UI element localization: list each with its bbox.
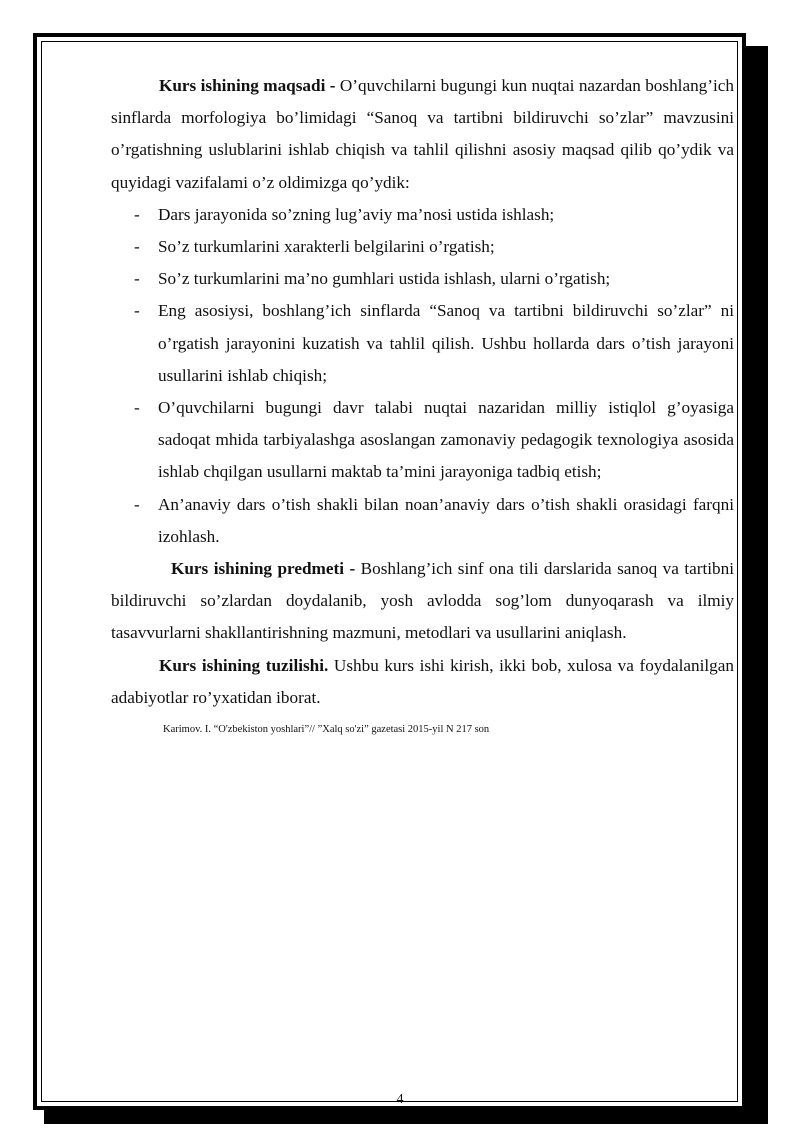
subject-label: Kurs ishining predmeti -: [171, 559, 356, 579]
list-item: [111, 263, 734, 295]
goal-label: Kurs ishining maqsadi: [159, 76, 326, 95]
subject-text: Boshlang’ich sinf ona tili darslarida sanoq va tartibni bildiruvchi so’zlardan doydalanib, yosh avlodda sog’lom dunyoqarash va ilmiy tasavvurlarni shakllantirishning mazmuni, metodlari va usullarini aniqlash.: [111, 559, 734, 643]
list-marker: -: [134, 237, 140, 257]
document-body: [111, 70, 734, 714]
list-item-text: So’z turkumlarini ma’no gumhlari ustida ishlash, ularni o’rgatish;: [158, 269, 611, 289]
task-list: [111, 199, 734, 553]
list-item: [111, 231, 734, 263]
page-number: 4: [396, 1092, 404, 1107]
paragraph-subject: [111, 553, 734, 650]
paragraph-structure: [111, 650, 734, 714]
list-item-text: An’anaviy dars o’tish shakli bilan noan’anaviy dars o’tish shakli orasidagi farqni izohlash.: [158, 494, 734, 546]
paragraph-goal: [111, 70, 734, 199]
list-item-text: So’z turkumlarini xarakterli belgilarini o’rgatish;: [158, 237, 495, 257]
list-item: [111, 295, 734, 392]
footnote: Karimov. I. “O'zbekiston yoshlari”// ”Xalq so'zi” gazetasi 2015-yil N 217 son: [163, 724, 490, 735]
list-item-text: Dars jarayonida so’zning lug’aviy ma’nosi ustida ishlash;: [158, 204, 555, 224]
list-marker: -: [134, 204, 140, 224]
goal-separator: -: [325, 76, 340, 95]
list-marker: -: [134, 494, 140, 514]
list-marker: -: [134, 301, 140, 321]
list-item: [111, 392, 734, 489]
list-marker: -: [134, 269, 140, 289]
list-marker: -: [134, 398, 140, 418]
structure-text: Ushbu kurs ishi kirish, ikki bob, xulosa va foydalanilgan adabiyotlar ro’yxatidan iborat.: [111, 655, 734, 707]
list-item: [111, 199, 734, 231]
list-item-text: Eng asosiysi, boshlang’ich sinflarda “Sanoq va tartibni bildiruvchi so’zlar” ni o’rgatish jarayonini kuzatish va tahlil qilish. Ushbu hollarda dars o’tish jarayoni usullarini ishlab chiqish;: [158, 301, 734, 385]
list-item: [111, 489, 734, 553]
list-item-text: O’quvchilarni bugungi davr talabi nuqtai nazaridan milliy istiqlol g’oyasiga sadoqat mhida tarbiyalashga asoslangan zamonaviy pedagogik texnologiya asosida ishlab chqilgan usullarni maktab ta’mini jarayoniga tadbiq etish;: [158, 398, 734, 482]
structure-label: Kurs ishining tuzilishi.: [159, 655, 329, 675]
goal-text: O’quvchilarni bugungi kun nuqtai nazardan boshlang’ich sinflarda morfologiya bo’limidagi “Sanoq va tartibni bildiruvchi so’zlar” mavzusini o’rgatishning uslublarini ishlab chiqish va tahlil qilishni asosiy maqsad qilib qo’ydik va quyidagi vazifalami o’z oldimizga qo’ydik:: [111, 76, 734, 192]
